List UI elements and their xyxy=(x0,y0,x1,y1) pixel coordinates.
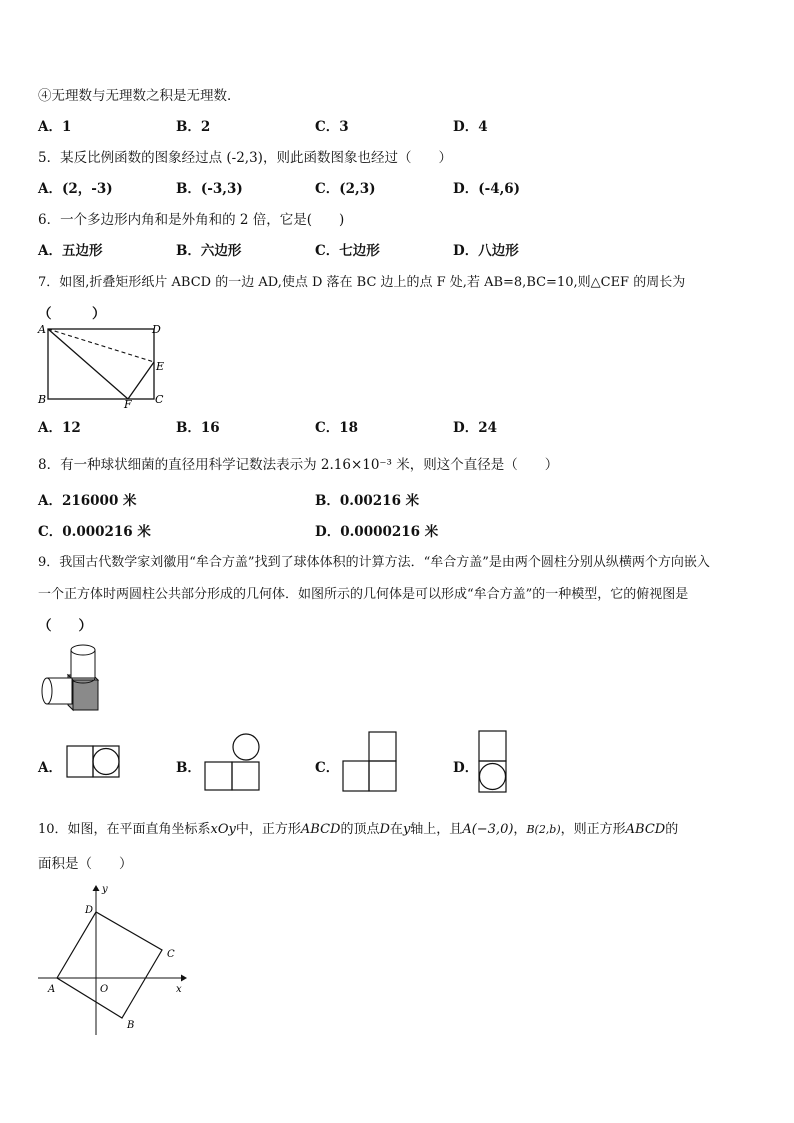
q7-rectangle-figure xyxy=(30,318,180,410)
q8-option-c[interactable]: C．0.000216 米 xyxy=(38,524,151,540)
q9-option-a-view[interactable] xyxy=(66,745,122,779)
q7-option-a[interactable]: A．12 xyxy=(38,420,81,436)
q9-line-2: 一个正方体时两圆柱公共部分形成的几何体．如图所示的几何体是可以形成“牟合方盖”的一种模型，它的俯视图是 xyxy=(38,587,689,602)
q4-option-a[interactable]: A．1 xyxy=(38,119,72,135)
vertical-cylinder-top xyxy=(71,645,95,655)
q5-option-a[interactable]: A．(2，-3) xyxy=(38,181,113,197)
q6-option-b[interactable]: B．六边形 xyxy=(176,243,242,259)
q5-option-c[interactable]: C．(2,3) xyxy=(315,181,376,197)
label-a: A xyxy=(48,984,56,995)
q10-point-a: A(−3,0) xyxy=(462,822,514,837)
q9-option-a[interactable]: A． xyxy=(38,760,62,776)
q10-stem-line-2: 面积是（ ） xyxy=(38,856,133,872)
horizontal-cylinder-end xyxy=(42,678,52,704)
segment-fe xyxy=(128,362,154,399)
label-x: x xyxy=(176,984,182,995)
q8-option-b[interactable]: B．0.00216 米 xyxy=(315,493,420,509)
rect-abcd xyxy=(48,329,154,399)
q9-model-figure xyxy=(38,640,108,716)
q5-stem: 5．某反比例函数的图象经过点 (-2,3)，则此函数图象也经过（ ） xyxy=(38,150,452,166)
segment-ae-dashed xyxy=(48,329,154,362)
q9-option-b-view[interactable] xyxy=(204,732,262,792)
label-b: B xyxy=(38,393,47,406)
q4-option-b[interactable]: B．2 xyxy=(176,119,211,135)
q10-stem-line-1: 10．如图，在平面直角坐标系xOy中，正方形ABCD的顶点D在y轴上，且A(−3,0)，B(2,b)，则正方形ABCD的 xyxy=(38,822,679,837)
cube-front-face xyxy=(73,680,98,710)
q7-stem: 7．如图,折叠矩形纸片 ABCD 的一边 AD,使点 D 落在 BC 边上的点 F 处,若 AB=8,BC=10,则△CEF 的周长为 xyxy=(38,275,686,290)
q8-option-d[interactable]: D．0.0000216 米 xyxy=(315,524,439,540)
q7-option-d[interactable]: D．24 xyxy=(453,420,497,436)
q9-option-d[interactable]: D． xyxy=(453,760,479,776)
q4-option-d[interactable]: D．4 xyxy=(453,119,488,135)
square-abcd xyxy=(57,912,162,1018)
q6-stem: 6．一个多边形内角和是外角和的 2 倍，它是( ) xyxy=(38,212,345,228)
label-a: A xyxy=(38,323,46,336)
q9-option-c[interactable]: C． xyxy=(315,760,340,776)
segment-af xyxy=(48,329,128,399)
q7-option-c[interactable]: C．18 xyxy=(315,420,359,436)
q5-option-b[interactable]: B．(-3,3) xyxy=(176,181,243,197)
q8-option-a[interactable]: A．216000 米 xyxy=(38,493,137,509)
q6-option-d[interactable]: D．八边形 xyxy=(453,243,519,259)
q8-stem: 8．有一种球状细菌的直径用科学记数法表示为 2.16×10⁻³ 米，则这个直径是（ ） xyxy=(38,457,559,473)
q7-option-b[interactable]: B．16 xyxy=(176,420,220,436)
q10-xoy: xOy xyxy=(210,822,236,837)
q10-coordinate-figure xyxy=(36,880,196,1040)
q9-option-d-view[interactable] xyxy=(478,730,508,794)
label-c: C xyxy=(167,949,175,960)
q9-paren: （ ） xyxy=(38,618,92,634)
label-b: B xyxy=(127,1020,135,1031)
label-f: F xyxy=(124,398,132,410)
label-c: C xyxy=(155,393,164,406)
label-d: D xyxy=(85,905,94,916)
q9-line-1: 9．我国古代数学家刘徽用“牟合方盖”找到了球体体积的计算方法．“牟合方盖”是由两个圆柱分别从纵横两个方向嵌入 xyxy=(38,555,710,570)
q9-option-c-view[interactable] xyxy=(342,731,398,793)
label-y: y xyxy=(102,884,108,895)
q9-option-b[interactable]: B． xyxy=(176,760,201,776)
q4-option-c[interactable]: C．3 xyxy=(315,119,349,135)
q6-option-a[interactable]: A．五边形 xyxy=(38,243,103,259)
label-e: E xyxy=(156,360,165,373)
label-d: D xyxy=(152,323,161,336)
q6-option-c[interactable]: C．七边形 xyxy=(315,243,380,259)
q10-point-b: B(2,b) xyxy=(526,823,561,836)
q4-statement-4: ④无理数与无理数之积是无理数． xyxy=(38,88,241,104)
q5-option-d[interactable]: D．(-4,6) xyxy=(453,181,521,197)
label-o: O xyxy=(100,984,109,995)
q7-paren: （ ） xyxy=(38,306,106,322)
